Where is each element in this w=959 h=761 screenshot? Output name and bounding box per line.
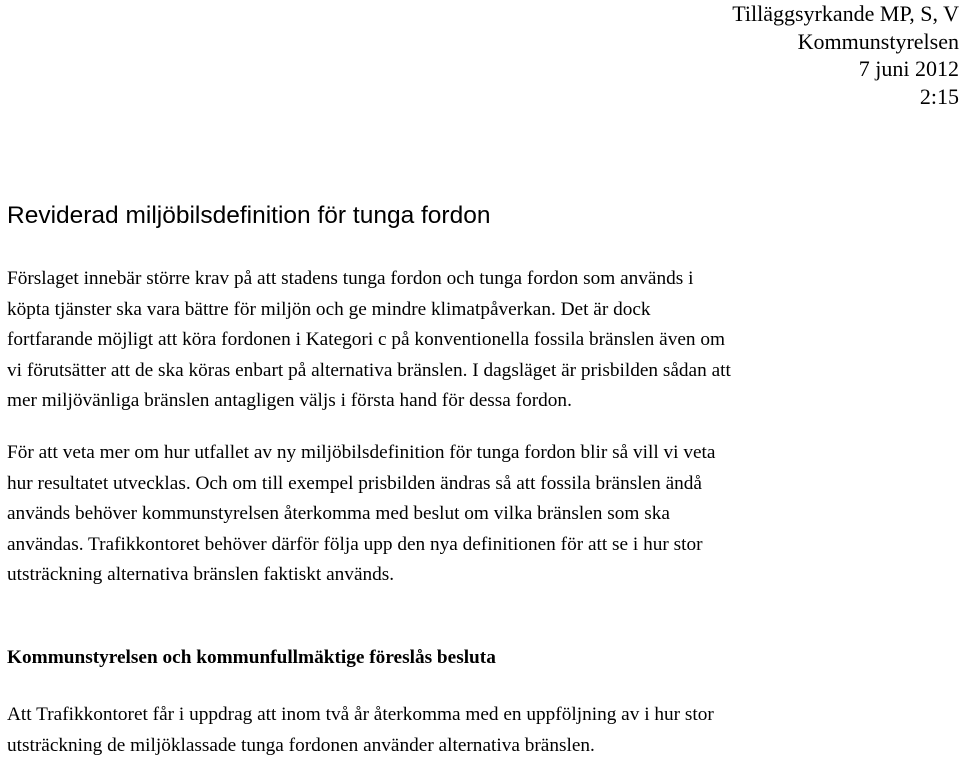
document-header [559, 0, 959, 110]
motion-type: Tilläggsyrkande MP, S, V [559, 0, 959, 28]
text-line: Förslaget innebär större krav på att stadens tunga fordon och tunga fordon som används i [7, 264, 957, 295]
text-line: utsträckning de miljöklassade tunga fordonen använder alternativa bränslen. [7, 731, 957, 761]
paragraph-background [7, 264, 957, 417]
text-line: mer miljövänliga bränslen antagligen väljs i första hand för dessa fordon. [7, 386, 957, 417]
text-line: används behöver kommunstyrelsen återkomma med beslut om vilka bränslen som ska [7, 499, 957, 530]
paragraph-proposal [7, 700, 957, 761]
document-title: Reviderad miljöbilsdefinition för tunga fordon [7, 200, 490, 232]
proposal-heading: Kommunstyrelsen och kommunfullmäktige föreslås besluta [7, 643, 496, 673]
text-line: användas. Trafikkontoret behöver därför följa upp den nya definitionen för att se i hur stor [7, 530, 957, 561]
meeting-date: 7 juni 2012 [559, 55, 959, 83]
text-line: vi förutsätter att de ska köras enbart på alternativa bränslen. I dagsläget är prisbilden sådan att [7, 356, 957, 387]
text-line: hur resultatet utvecklas. Och om till exempel prisbilden ändras så att fossila bränslen ändå [7, 469, 957, 500]
text-line: fortfarande möjligt att köra fordonen i Kategori c på konventionella fossila bränslen även om [7, 325, 957, 356]
text-line: För att veta mer om hur utfallet av ny miljöbilsdefinition för tunga fordon blir så vill vi veta [7, 438, 957, 469]
text-line: utsträckning alternativa bränslen faktiskt används. [7, 560, 957, 591]
text-line: Att Trafikkontoret får i uppdrag att inom två år återkomma med en uppföljning av i hur stor [7, 700, 957, 731]
text-line: köpta tjänster ska vara bättre för miljön och ge mindre klimatpåverkan. Det är dock [7, 295, 957, 326]
paragraph-motivation [7, 438, 957, 591]
agenda-item-number: 2:15 [559, 83, 959, 111]
committee-name: Kommunstyrelsen [559, 28, 959, 56]
